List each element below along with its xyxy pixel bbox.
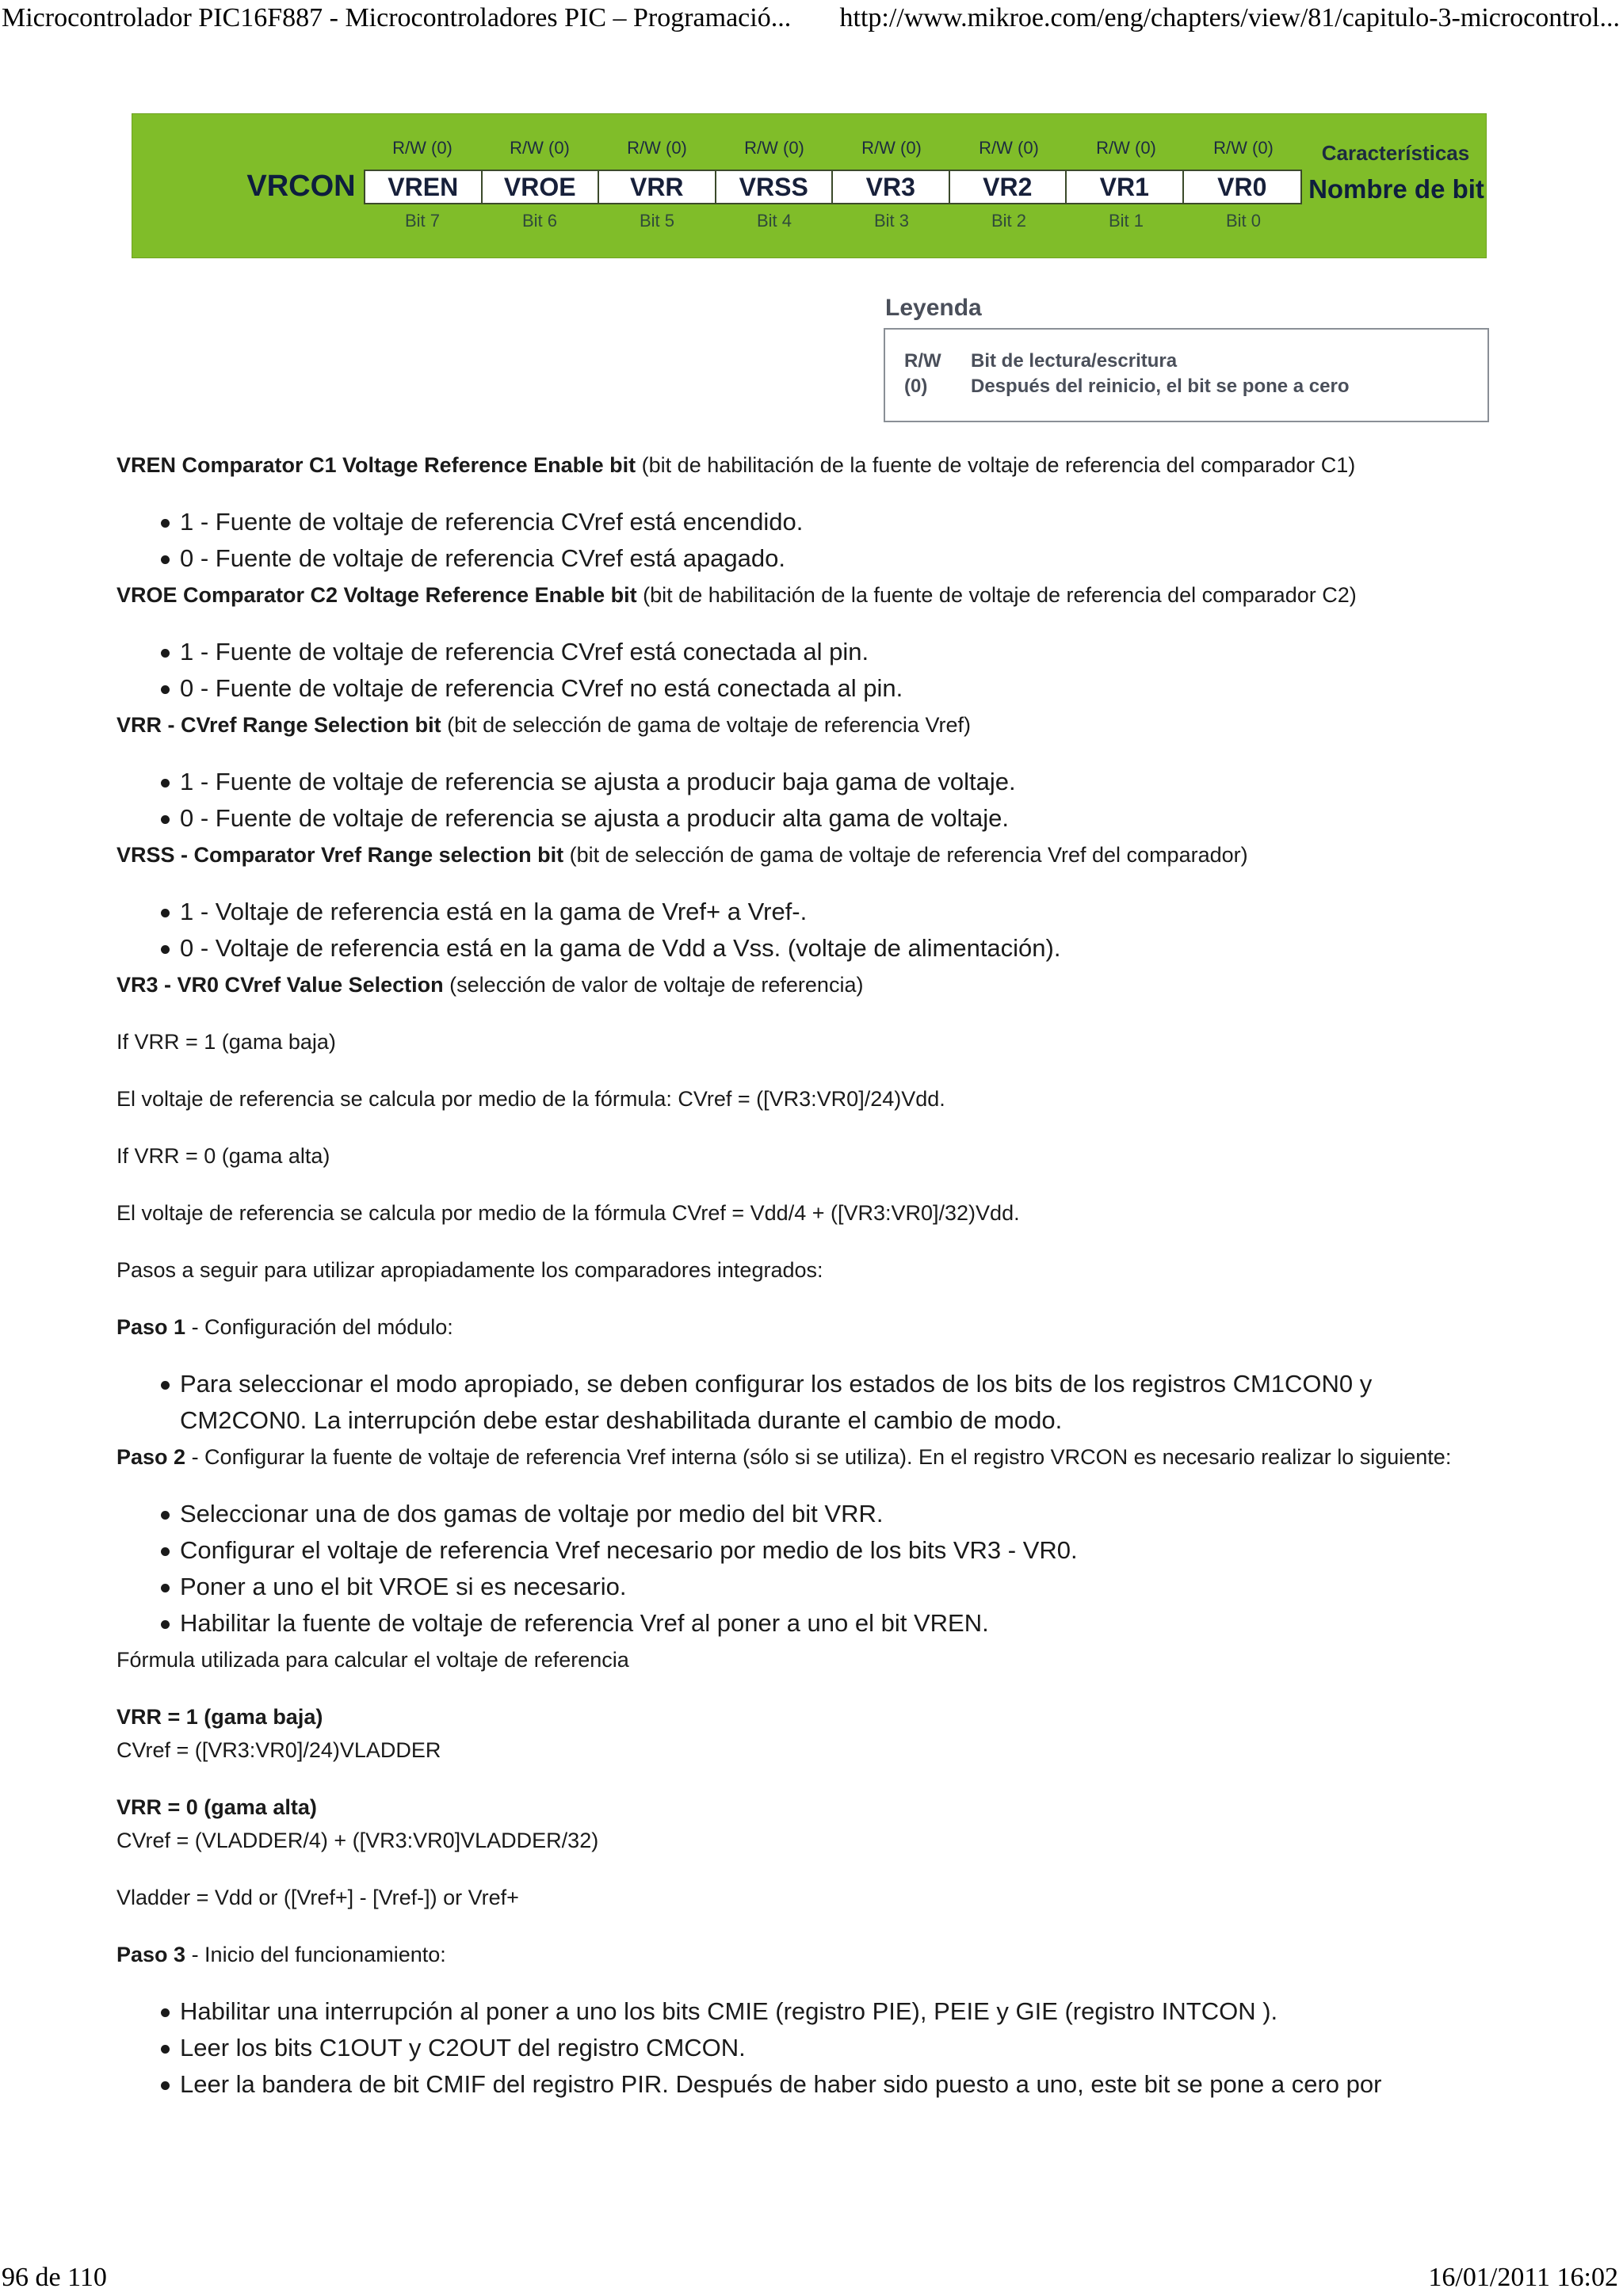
- vren-title: VREN Comparator C1 Voltage Reference Enable bit: [116, 453, 636, 477]
- vroe-list: [116, 634, 1511, 707]
- legend-key: (0): [904, 376, 928, 397]
- print-footer-datetime: 16/01/2011 16:02: [1428, 2263, 1618, 2292]
- paso2-list: [116, 1496, 1511, 1642]
- register-side-bit-names: Nombre de bit: [1308, 174, 1484, 204]
- bit-number: Bit 2: [991, 211, 1027, 231]
- bit-name: VROE: [483, 171, 600, 203]
- bit-number: Bit 3: [873, 211, 910, 231]
- paso2-desc: - Configurar la fuente de voltaje de referencia Vref interna (sólo si se utiliza). En el registro VRCON es necesario realizar lo siguiente:: [185, 1445, 1452, 1469]
- list-item: 1 - Fuente de voltaje de referencia CVref está conectada al pin.: [116, 634, 1511, 670]
- register-side-characteristics: Características: [1321, 141, 1470, 165]
- register-figure: [132, 113, 1487, 258]
- list-item: Poner a uno el bit VROE si es necesario.: [116, 1569, 1511, 1605]
- paso2-label: Paso 2: [116, 1445, 186, 1469]
- register-bit-number-row: [364, 211, 1302, 231]
- bit-access: R/W (0): [1213, 138, 1274, 158]
- register-name: VRCON: [246, 170, 356, 203]
- bit-access: R/W (0): [627, 138, 687, 158]
- vr3-title: VR3 - VR0 CVref Value Selection: [116, 973, 444, 997]
- bit-name: VRR: [599, 171, 716, 203]
- bit-name: VR0: [1217, 173, 1267, 201]
- vroe-heading: [116, 582, 1511, 608]
- vrss-heading: [116, 841, 1511, 868]
- vr3-heading: [116, 971, 1511, 998]
- formula-low: El voltaje de referencia se calcula por medio de la fórmula: CVref = ([VR3:VR0]/24)Vdd.: [116, 1087, 945, 1111]
- bit-access: R/W (0): [979, 138, 1039, 158]
- vrr1-label: VRR = 1 (gama baja): [116, 1705, 323, 1729]
- vrss-list: [116, 894, 1511, 967]
- list-item: 1 - Voltaje de referencia está en la gama de Vref+ a Vref-.: [116, 894, 1511, 930]
- paso1-heading: [116, 1314, 1511, 1341]
- paso3-list: [116, 1993, 1511, 2103]
- vrr-desc: (bit de selección de gama de voltaje de referencia Vref): [441, 713, 971, 737]
- paso1-label: Paso 1: [116, 1315, 186, 1339]
- bit-name: VR2: [950, 171, 1067, 203]
- paso1-list: [116, 1366, 1511, 1439]
- list-item: 1 - Fuente de voltaje de referencia se ajusta a producir baja gama de voltaje.: [116, 764, 1511, 800]
- vrr0-formula: CVref = (VLADDER/4) + ([VR3:VR0]VLADDER/32): [116, 1829, 599, 1852]
- formula-high: El voltaje de referencia se calcula por medio de la fórmula CVref = Vdd/4 + ([VR3:VR0]/32)Vdd.: [116, 1201, 1020, 1225]
- list-item: Habilitar una interrupción al poner a uno los bits CMIE (registro PIE), PEIE y GIE (registro INTCON ).: [116, 1993, 1511, 2030]
- legend-box: [884, 328, 1489, 422]
- formula-intro: Fórmula utilizada para calcular el voltaje de referencia: [116, 1648, 629, 1672]
- list-item: 0 - Voltaje de referencia está en la gama de Vdd a Vss. (voltaje de alimentación).: [116, 930, 1511, 967]
- document-body: [116, 452, 1511, 2103]
- print-header-title: Microcontrolador PIC16F887 - Microcontroladores PIC – Programació...: [2, 3, 792, 32]
- paso1-desc: - Configuración del módulo:: [185, 1315, 453, 1339]
- legend-desc: Bit de lectura/escritura: [971, 350, 1178, 372]
- print-footer-page: 96 de 110: [2, 2263, 107, 2292]
- bit-access: R/W (0): [1096, 138, 1156, 158]
- vrr-title: VRR - CVref Range Selection bit: [116, 713, 441, 737]
- legend-title: Leyenda: [885, 295, 982, 321]
- bit-number: Bit 1: [1108, 211, 1144, 231]
- paso2-heading: [116, 1444, 1511, 1470]
- bit-number: Bit 6: [521, 211, 558, 231]
- register-access-row: [364, 138, 1302, 158]
- list-item: 0 - Fuente de voltaje de referencia CVref no está conectada al pin.: [116, 670, 1511, 707]
- bit-number: Bit 0: [1225, 211, 1262, 231]
- vrss-title: VRSS - Comparator Vref Range selection bit: [116, 843, 564, 867]
- print-header-url: http://www.mikroe.com/eng/chapters/view/81/capitulo-3-microcontrol...: [839, 3, 1620, 32]
- paso3-label: Paso 3: [116, 1943, 186, 1966]
- list-item: 0 - Fuente de voltaje de referencia CVref está apagado.: [116, 540, 1511, 577]
- bit-name: VR1: [1067, 171, 1184, 203]
- vrss-desc: (bit de selección de gama de voltaje de referencia Vref del comparador): [563, 843, 1248, 867]
- vrr1-formula: CVref = ([VR3:VR0]/24)VLADDER: [116, 1738, 441, 1762]
- bit-number: Bit 7: [404, 211, 441, 231]
- paso3-desc: - Inicio del funcionamiento:: [185, 1943, 446, 1966]
- legend-row: [904, 350, 1177, 372]
- register-bit-names-row: [364, 170, 1302, 204]
- legend-row: [904, 376, 1350, 398]
- vladder-def: Vladder = Vdd or ([Vref+] - [Vref-]) or Vref+: [116, 1886, 519, 1909]
- bit-access: R/W (0): [861, 138, 922, 158]
- bit-access: R/W (0): [510, 138, 570, 158]
- if-vrr1: If VRR = 1 (gama baja): [116, 1030, 336, 1054]
- vren-heading: [116, 452, 1511, 479]
- vrr0-label: VRR = 0 (gama alta): [116, 1795, 317, 1819]
- legend-desc: Después del reinicio, el bit se pone a cero: [971, 376, 1350, 397]
- vrr-heading: [116, 711, 1511, 738]
- vroe-desc: (bit de habilitación de la fuente de voltaje de referencia del comparador C2): [636, 583, 1357, 607]
- bit-name: VR3: [833, 171, 950, 203]
- bit-name: VREN: [365, 171, 483, 203]
- list-item: Leer la bandera de bit CMIF del registro PIR. Después de haber sido puesto a uno, este bit se pone a cero por: [116, 2066, 1511, 2103]
- steps-intro: Pasos a seguir para utilizar apropiadamente los comparadores integrados:: [116, 1258, 823, 1282]
- bit-access: R/W (0): [392, 138, 453, 158]
- vrr-list: [116, 764, 1511, 837]
- bit-number: Bit 4: [756, 211, 792, 231]
- vr3-desc: (selección de valor de voltaje de referencia): [443, 973, 864, 997]
- vren-desc: (bit de habilitación de la fuente de voltaje de referencia del comparador C1): [636, 453, 1356, 477]
- bit-access: R/W (0): [744, 138, 804, 158]
- bit-number: Bit 5: [639, 211, 675, 231]
- if-vrr0: If VRR = 0 (gama alta): [116, 1144, 330, 1168]
- list-item: Configurar el voltaje de referencia Vref necesario por medio de los bits VR3 - VR0.: [116, 1532, 1511, 1569]
- paso3-heading: [116, 1941, 1511, 1968]
- legend-key: R/W: [904, 350, 941, 372]
- vroe-title: VROE Comparator C2 Voltage Reference Enable bit: [116, 583, 637, 607]
- list-item: 0 - Fuente de voltaje de referencia se ajusta a producir alta gama de voltaje.: [116, 800, 1511, 837]
- list-item: 1 - Fuente de voltaje de referencia CVref está encendido.: [116, 504, 1511, 540]
- bit-name: VRSS: [716, 171, 834, 203]
- list-item: Leer los bits C1OUT y C2OUT del registro CMCON.: [116, 2030, 1511, 2066]
- list-item: Para seleccionar el modo apropiado, se deben configurar los estados de los bits de los registros CM1CON0 y CM2CON0. La interrupción debe estar deshabilitada durante el cambio de modo.: [116, 1366, 1448, 1439]
- list-item: Seleccionar una de dos gamas de voltaje por medio del bit VRR.: [116, 1496, 1511, 1532]
- vren-list: [116, 504, 1511, 577]
- list-item: Habilitar la fuente de voltaje de referencia Vref al poner a uno el bit VREN.: [116, 1605, 1511, 1642]
